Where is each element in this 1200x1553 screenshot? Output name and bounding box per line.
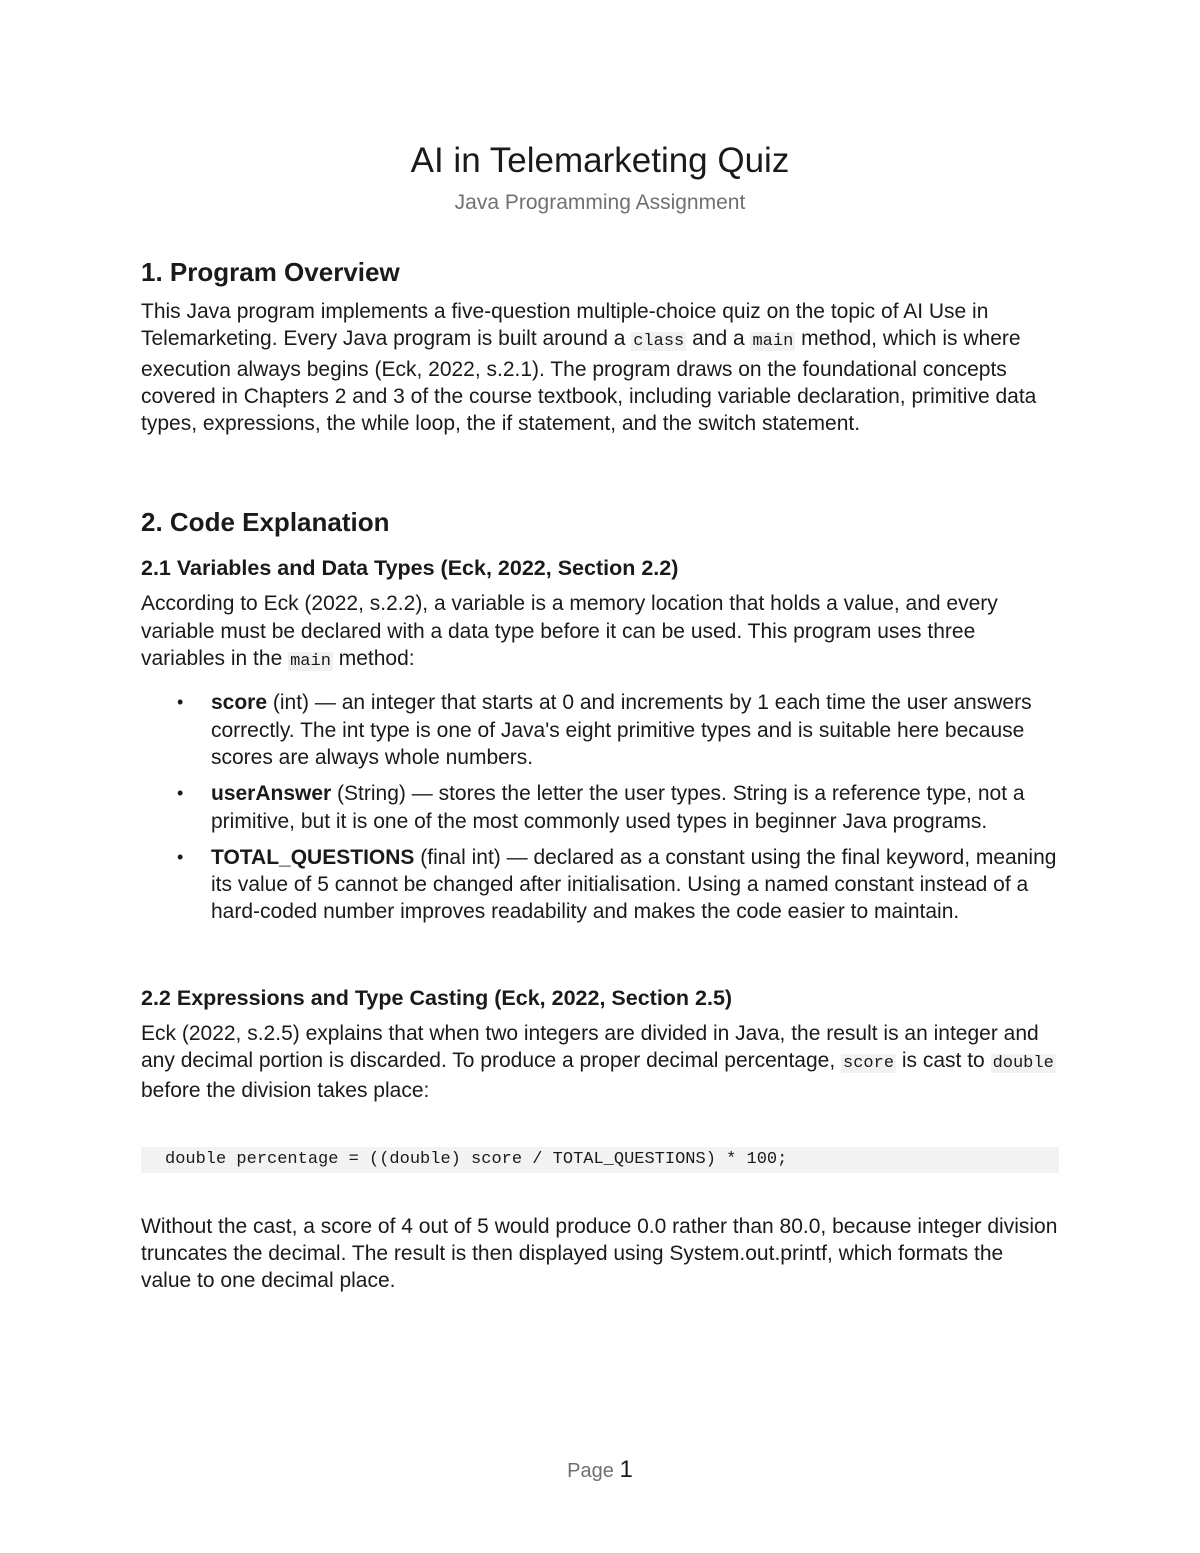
text-run: before the division takes place: [141,1079,430,1103]
text-run: According to Eck (2022, s.2.2), a variable is a memory location that holds a value, and every variable must be declared with a data type before it can be used. This program uses three variables in the [141,592,998,671]
variables-list [141,689,1059,925]
text-run: method, which is where execution always begins (Eck, 2022, s.2.1). The program draws on the foundational concepts covered in Chapters 2 and 3 of the course textbook, including variable declaration, primitive data types, expressions, the while loop, the if statement, and the switch statement. [141,327,1037,436]
page-footer [0,1456,1200,1484]
variable-description: (final int) — declared as a constant using the final keyword, meaning its value of 5 cannot be changed after initialisation. Using a named constant instead of a hard-coded number improves readability and makes the code easier to maintain. [211,845,1057,924]
variable-description: (int) — an integer that starts at 0 and increments by 1 each time the user answers correctly. The int type is one of Java's eight primitive types and is suitable here because scores are always whole numbers. [211,691,1032,769]
inline-code-class: class [633,332,685,352]
variable-name: userAnswer [211,782,332,806]
variable-name: TOTAL_QUESTIONS [211,845,415,869]
subsection-2-2-heading: 2.2 Expressions and Type Casting (Eck, 2022, Section 2.5) [141,985,733,1010]
inline-code-double: double [992,1054,1054,1074]
variable-description: (String) — stores the letter the user types. String is a reference type, not a primitive, but it is one of the most commonly used types in beginner Java programs. [211,782,1025,833]
text-run: This Java program implements a five-question multiple-choice quiz on the topic of AI Use in Telemarketing. Every Java program is built around a [141,300,989,351]
text-run: and a [686,327,751,351]
list-item [141,844,1059,926]
text-run: is cast to [896,1049,991,1073]
subsection-2-1-paragraph [141,590,1059,675]
page-label: Page [567,1460,614,1482]
inline-code-main: main [290,652,331,672]
list-item [141,689,1059,771]
bullet-marker: • [177,846,184,867]
subsection-2-1-heading: 2.1 Variables and Data Types (Eck, 2022, Section 2.2) [141,556,679,581]
section-1-paragraph [141,298,1059,437]
subsection-2-2-closing-paragraph: Without the cast, a score of 4 out of 5 would produce 0.0 rather than 80.0, because integer division truncates the decimal. The result is then displayed using System.out.printf, which formats the value to one decimal place. [141,1214,1058,1293]
variable-name: score [211,691,268,715]
code-block: double percentage = ((double) score / TOTAL_QUESTIONS) * 100; [141,1147,1059,1173]
section-2-heading: 2. Code Explanation [141,507,390,538]
bullet-marker: • [177,692,184,713]
page-number: 1 [619,1456,633,1483]
list-item [141,780,1059,835]
inline-code-main: main [752,332,794,352]
subsection-2-2-paragraph [141,1020,1059,1105]
section-1-heading: 1. Program Overview [141,257,400,287]
text-run: Eck (2022, s.2.5) explains that when two integers are divided in Java, the result is an integer and any decimal portion is discarded. To produce a proper decimal percentage, [141,1021,1039,1073]
document-title: AI in Telemarketing Quiz [410,141,790,180]
document-subtitle: Java Programming Assignment [454,191,746,214]
text-run: method: [332,647,415,671]
bullet-marker: • [177,783,184,804]
page-content [141,140,1059,1295]
inline-code-score: score [843,1054,895,1074]
